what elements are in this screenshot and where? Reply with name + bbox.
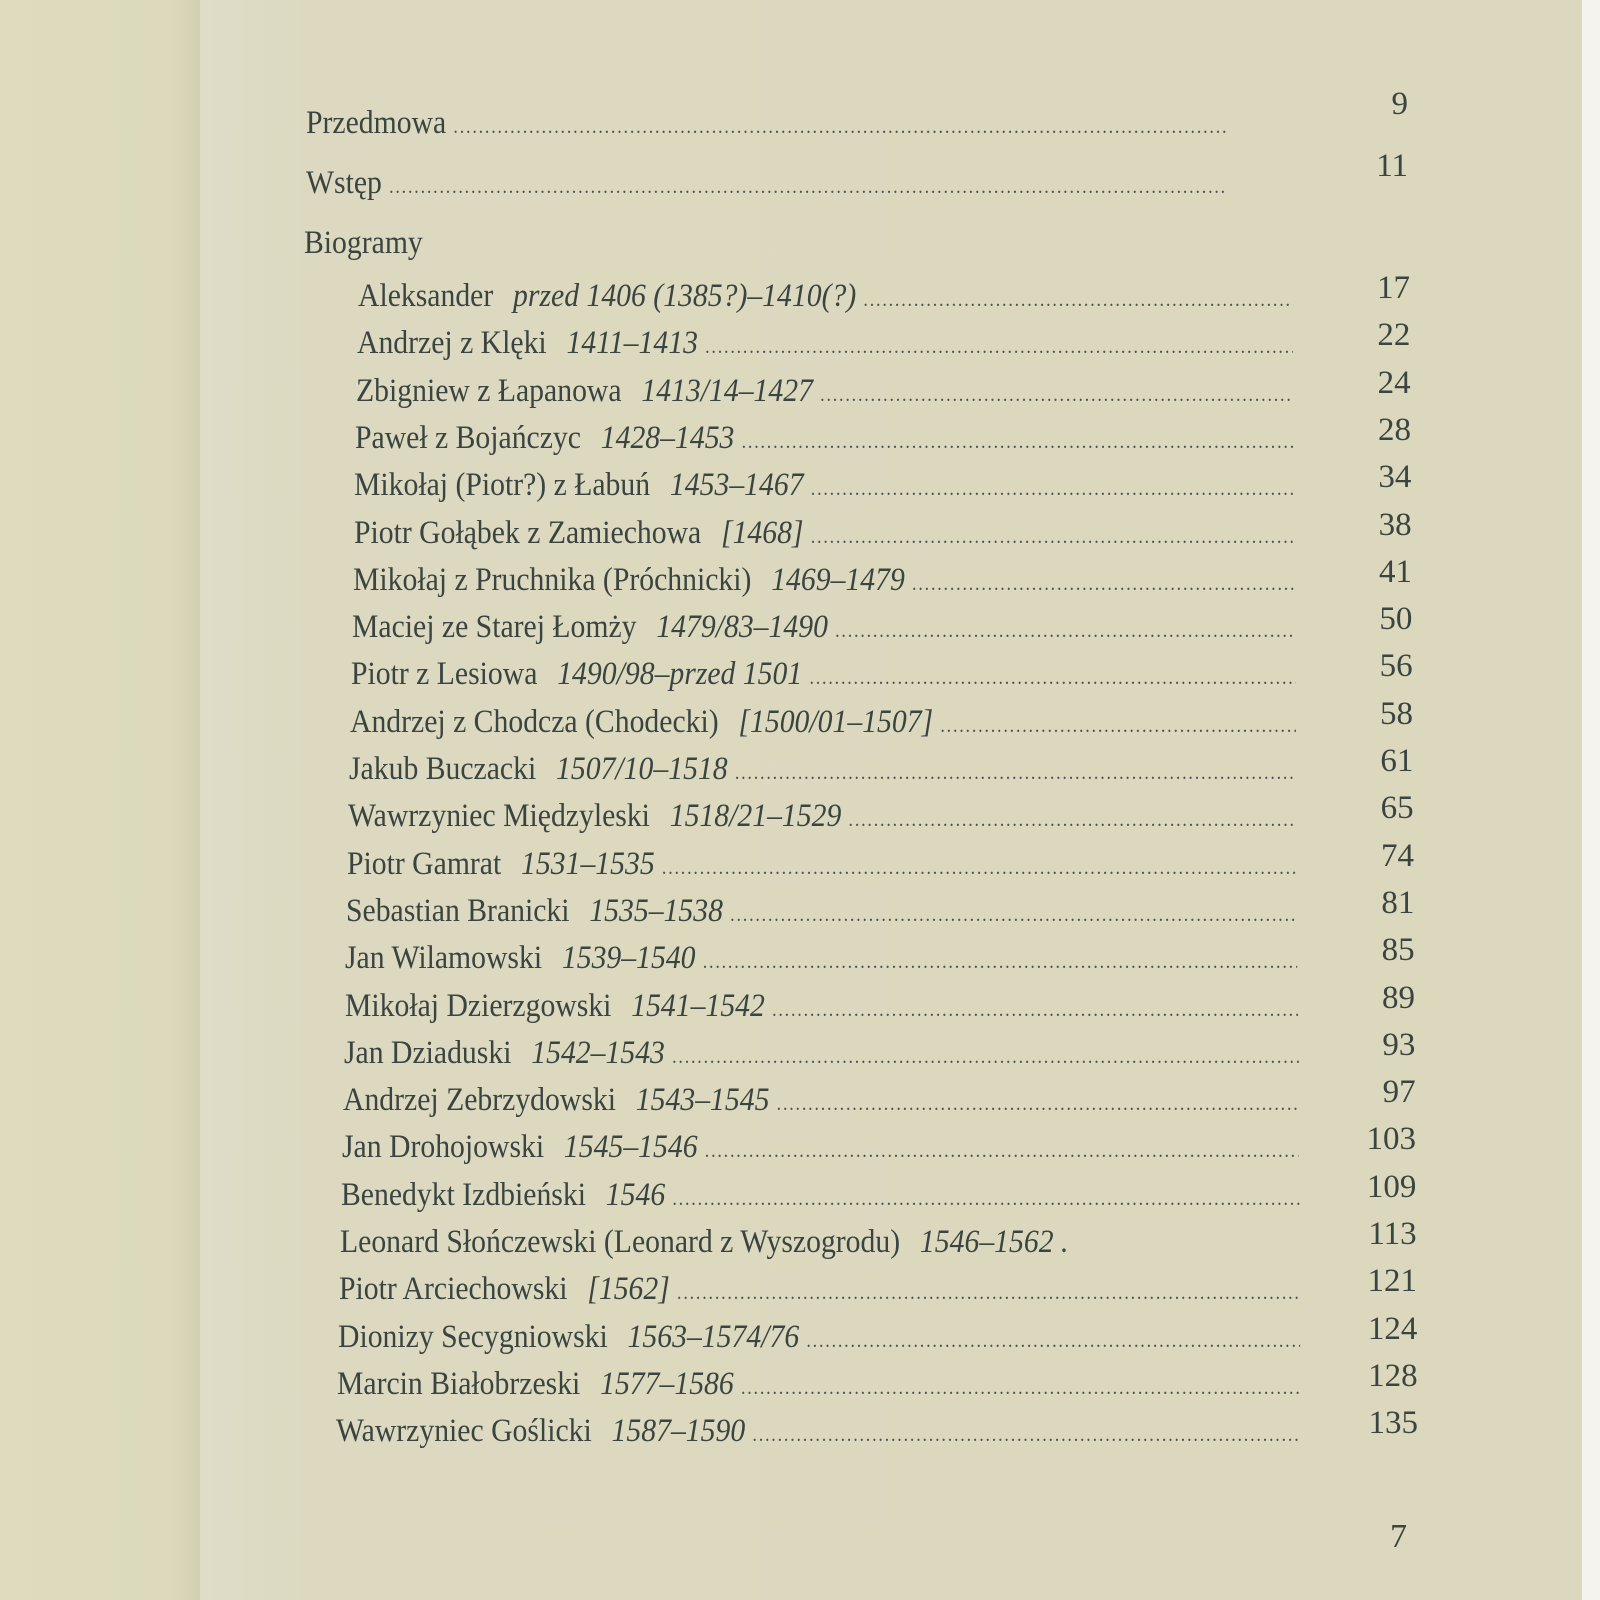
toc-entry-dates: 1577–1586: [600, 1365, 735, 1402]
toc-entry[interactable]: [349, 751, 1303, 788]
toc-page-number: 113: [1368, 1216, 1417, 1252]
toc-entry-name: Jan Dziaduski: [343, 1034, 512, 1071]
toc-entry[interactable]: [344, 1035, 1306, 1072]
toc-entry-dates: 1413/14–1427: [641, 372, 814, 409]
toc-page-number: 22: [1377, 317, 1411, 354]
toc-entry[interactable]: [339, 1271, 1307, 1308]
toc-entry-dates: 1543–1545: [635, 1082, 770, 1119]
toc-entry-dates: [1468]: [720, 514, 804, 551]
toc-entry[interactable]: [353, 562, 1302, 599]
toc-entry-name: Wawrzyniec Międzyleski: [348, 798, 651, 835]
toc-entry-name: Maciej ze Starej Łomży: [351, 609, 637, 646]
page-folio: 7: [1390, 1518, 1407, 1555]
toc-entry-name: Jan Drohojowski: [341, 1129, 544, 1166]
toc-page-number: 128: [1368, 1357, 1418, 1394]
toc-entry-name: Leonard Słończewski (Leonard z Wyszogrodu): [340, 1224, 901, 1260]
toc-page-number: 74: [1381, 837, 1414, 874]
toc-entry-name: Piotr Gołąbek z Zamiechowa: [353, 514, 701, 551]
toc-page-number: 38: [1378, 506, 1412, 543]
toc-page-number: 85: [1381, 932, 1415, 969]
toc-entry[interactable]: [358, 278, 1300, 315]
dot-leader: [753, 1424, 1301, 1447]
dot-leader: [912, 573, 1295, 596]
toc-page-number: 58: [1380, 695, 1413, 732]
toc-entry-dates: 1531–1535: [521, 845, 655, 882]
toc-entry-dates: 1535–1538: [589, 892, 724, 929]
toc-entry[interactable]: [351, 656, 1303, 693]
toc-page-number: 103: [1366, 1121, 1416, 1158]
toc-entry-name: Jakub Buczacki: [349, 751, 537, 787]
toc-entry-dates: 1453–1467: [670, 467, 804, 504]
toc-page-number: 41: [1379, 553, 1412, 590]
section-heading: Biogramy: [304, 225, 423, 261]
toc-entry-przedmowa[interactable]: [306, 105, 1233, 142]
dot-leader: [849, 809, 1297, 832]
toc-page-number: 109: [1366, 1168, 1417, 1205]
toc-entry-dates: 1490/98–przed 1501: [557, 656, 803, 693]
toc-entry-dates: 1411–1413: [566, 325, 699, 362]
dot-leader: [776, 1093, 1298, 1116]
page-edge: [1582, 0, 1600, 1600]
toc-entry-name: Piotr Gamrat: [347, 845, 502, 882]
left-page: [0, 0, 200, 1600]
dot-leader: [742, 431, 1294, 454]
dot-leader: [809, 667, 1295, 690]
toc-entry-name: Wawrzyniec Goślicki: [336, 1413, 593, 1450]
toc-entry[interactable]: [357, 325, 1300, 362]
toc-entry[interactable]: [354, 515, 1302, 552]
toc-entry[interactable]: [337, 1366, 1307, 1403]
toc-page-number: 121: [1367, 1263, 1417, 1300]
toc-page-number: 61: [1380, 743, 1414, 779]
toc-entry-name: Mikołaj (Piotr?) z Łabuń: [354, 467, 651, 504]
toc-entry-dates: 1539–1540: [562, 940, 696, 977]
toc-entry[interactable]: [350, 704, 1303, 741]
toc-entry-name: Dionizy Secygniowski: [338, 1318, 608, 1355]
toc-page-number: 9: [1391, 86, 1408, 122]
toc-entry[interactable]: [356, 373, 1300, 410]
toc-entry-name: Andrzej Zebrzydowski: [342, 1082, 616, 1119]
dot-leader: [810, 526, 1294, 549]
toc-entry[interactable]: [336, 1413, 1308, 1450]
dot-leader: [705, 336, 1293, 359]
toc-entry-dates: 1518/21–1529: [669, 798, 842, 835]
toc-entry[interactable]: [345, 940, 1304, 977]
toc-page-number: 93: [1382, 1026, 1416, 1063]
dot-leader: [735, 762, 1296, 785]
toc-entry-name: Benedykt Izdbieński: [340, 1176, 586, 1213]
toc-page-number: 34: [1378, 459, 1412, 496]
toc-entry[interactable]: [347, 846, 1304, 883]
toc-page-number: 56: [1379, 648, 1413, 685]
toc-entry-dates: 1507/10–1518: [556, 751, 728, 787]
toc-entry[interactable]: [346, 893, 1304, 930]
toc-entry[interactable]: [342, 1129, 1306, 1166]
toc-page-number: 17: [1377, 270, 1410, 306]
toc-entry-name: Marcin Białobrzeski: [337, 1365, 581, 1402]
toc-entry-name: Sebastian Branicki: [346, 892, 570, 929]
toc-entry-dates: 1469–1479: [770, 561, 905, 598]
dot-leader: [811, 478, 1294, 501]
toc-entry-name: Jan Wilamowski: [345, 940, 543, 977]
toc-entry[interactable]: [345, 988, 1305, 1025]
toc-entry-name: Andrzej z Chodcza (Chodecki): [349, 703, 719, 740]
toc-entry-dates: 1587–1590: [611, 1413, 746, 1450]
toc-entry[interactable]: [343, 1082, 1306, 1119]
toc-entry[interactable]: [352, 609, 1303, 646]
toc-entry-name: Andrzej z Klęki: [357, 325, 547, 362]
toc-page-number: 135: [1368, 1405, 1418, 1442]
toc-entry-name: Piotr Arciechowski: [339, 1271, 568, 1308]
toc-entry-dates: 1428–1453: [601, 419, 735, 456]
dot-leader: [940, 715, 1296, 738]
toc-entry-name: Zbigniew z Łapanowa: [356, 372, 622, 409]
toc-page-number: 124: [1367, 1310, 1418, 1347]
dot-leader: [453, 116, 1225, 139]
toc-entry-name: Mikołaj Dzierzgowski: [344, 987, 611, 1024]
dot-leader: [662, 857, 1297, 880]
dot-leader: [703, 951, 1297, 974]
toc-entry-dates: 1542–1543: [530, 1034, 665, 1071]
toc-entry-dates: [1562]: [587, 1271, 670, 1308]
dot-leader: [389, 176, 1226, 199]
toc-page-number: 65: [1380, 790, 1414, 827]
toc-entry[interactable]: [348, 798, 1304, 835]
dot-leader: [863, 289, 1292, 312]
toc-entry[interactable]: [341, 1177, 1306, 1214]
dot-leader: [820, 384, 1293, 407]
toc-page-number: 81: [1381, 884, 1415, 921]
dot-leader: [807, 1330, 1301, 1353]
dot-leader: [772, 999, 1298, 1022]
toc-entry-title: Przedmowa: [306, 105, 447, 141]
dot-leader: [672, 1046, 1298, 1069]
toc-entry-dates: przed 1406 (1385?)–1410(?): [513, 278, 857, 314]
toc-entry-name: Mikołaj z Pruchnika (Próchnicki): [352, 561, 751, 598]
dot-leader: [672, 1188, 1299, 1211]
toc-page-number: 24: [1377, 364, 1411, 401]
toc-page-number: 28: [1378, 411, 1411, 448]
dot-leader: [730, 904, 1297, 927]
toc-entry-name: Piotr z Lesiowa: [350, 656, 538, 693]
toc-entry-dates: 1479/83–1490: [656, 609, 828, 646]
toc-entry[interactable]: [355, 420, 1301, 457]
toc-page-number: 11: [1376, 148, 1408, 184]
toc-entry[interactable]: [338, 1319, 1307, 1356]
toc-entry[interactable]: [340, 1224, 1307, 1261]
toc-entry-name: Paweł z Bojańczyc: [355, 419, 582, 456]
toc-entry[interactable]: [354, 467, 1301, 504]
toc-entry-dates: 1546: [605, 1176, 666, 1213]
toc-page-number: 97: [1382, 1074, 1416, 1111]
toc-page-number: 89: [1382, 979, 1415, 1016]
dot-leader: [677, 1282, 1300, 1305]
toc-entry-dates: 1545–1546: [563, 1129, 698, 1166]
toc-entry-title: Wstęp: [306, 165, 382, 201]
dot-leader: [835, 620, 1295, 643]
toc-entry-dates: [1500/01–1507]: [738, 703, 934, 740]
toc-page-number: 50: [1379, 601, 1413, 638]
toc-entry-dates: 1541–1542: [630, 987, 765, 1024]
toc-entry-dates: 1546–1562 .: [919, 1224, 1069, 1260]
toc-entry-name: Aleksander: [358, 278, 494, 314]
dot-leader: [705, 1140, 1299, 1163]
toc-entry-wstep[interactable]: [306, 165, 1233, 202]
toc-entry-dates: 1563–1574/76: [627, 1318, 800, 1355]
dot-leader: [741, 1377, 1300, 1400]
